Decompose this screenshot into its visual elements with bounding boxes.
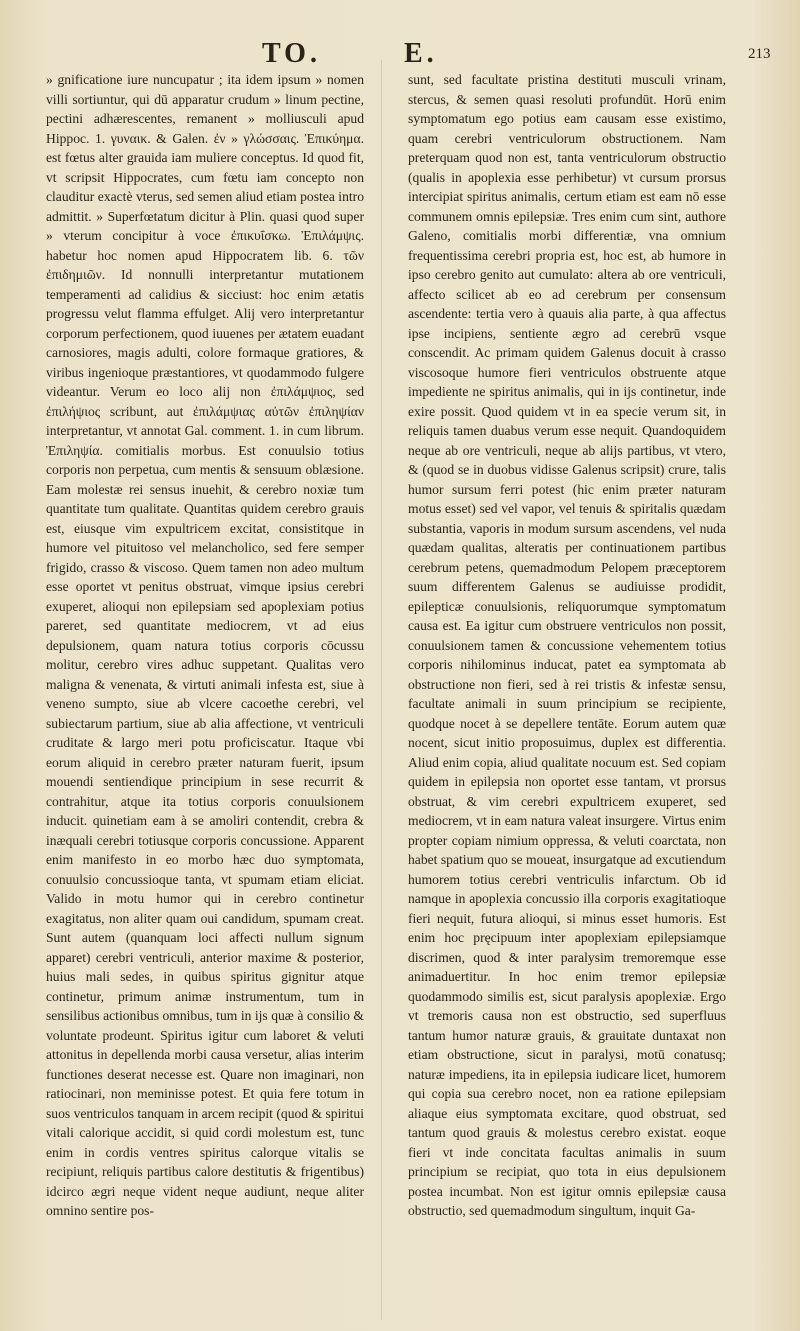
page-header — [0, 38, 800, 68]
running-head-right: E. — [404, 38, 438, 69]
right-column-text: sunt, sed facultate pristina destituti musculi vrinam, stercus, & semen quasi resoluti profundūt. Horū enim symptomatum ego potius eam causam esse existimo, quam cerebri ventriculorum obstructionem. Nam preterquam quod non est, tanta ventriculorum obstructio (qualis in apoplexia esse perhibetur) vt cursum prorsus intercipiat spiritus animalis, certum etiam est eam nō esse communem omnis epilepsiæ. Tres enim cum sint, authore Galeno, comitialis morbi differentiæ, vna omnium frequentissima cerebri propria est, hoc est, ab humore in ipso cerebro genito aut cumulato: altera ab ore ventriculi, affecto scilicet ab eo ad cerebrum per consensum ascendente: tertia vero à quauis alia parte, à qua affectus ipse incipiens, sentiente ægro ad cerebrū vsque conscendit. Ac primam quidem Galenus docuit à crasso viscosoque humore fieri ventriculos obstruente atque impediente ne spiritus animalis, qui in ijs continetur, inde exire possit. Quod quidem vt in ea specie verum sit, in reliquis tamen duabus verum esse nequit. Quandoquidem neque ab ore ventriculi, neque ab alijs partibus, vt vtero, & (quod se in duobus vidisse Galenus scripsit) crure, talis humor sursum ferri potest (hic enim præter naturam motus esset) sed vel vapor, vel tenuis & spiritalis quædam substantia, vaporis in modum sursum ascendens, vel nuda quædam qualitas, alteratis per continuationem partibus cerebrum petens, quemadmodum Pelopem præceptorem suum differentem Galenus se audiuisse prodidit, epilepticæ conuulsionis, reliquorumque symptomatum causa est. Ea igitur cum obstruere ventriculos non possit, conuulsionem tamen & concussione vehementem totius corporis nihilominus inducat, patet ea symptomata ab obstructione non fieri, sed à rei tristis & infestæ sensu, facultate animali in suum principium se recipiente, quodque nocet à se depellere tentāte. Eorum autem quæ nocent, sicut initio proposuimus, duplex est differentia. Aliud enim copia, aliud qualitate nocuum est. Sed copiam quidem in epilepsia non oportet esse tantam, vt prorsus obstruat, & vim cerebri expultricem exuperet, sed mediocrem, vt in eam natura valeat insurgere. Virtus enim propter copiam nimium oppressa, & veluti coarctata, non habet spatium quo se moueat, insurgatque ad excutiendum humorem totius cerebri ventriculis infarctum. Ob id namque in apoplexia concussio illa corporis exagitatioque fieri nequit, futura alioqui, si minus esset humoris. Est enim hoc pręcipuum inter apoplexiam epilepsiamque discrimen, quod & inter paralysim tremoremque esse animaduertitur. In hoc enim tremor epilepsiæ quodammodo similis est, sicut paralysis apoplexiæ. Ergo vt tremoris causa non est obstructio, sed superfluus tantum humor naturæ grauis, & grauitate duntaxat non etiam obstructione, sicut in paralysi, motū conatusq; naturæ impediens, ita in epilepsia iudicare licet, humorem qui copia sua cerebro nocet, non ea ratione epilepsiam aliaque eius symptomata excitare, quod obstruat, sed tantum quod grauis & molestus cerebro existat. eoque fieri vt inde concitata facultas animalis in suum principium se recipiat, quo tota in eius depulsionem postea incumbat. Non est igitur omnis epilepsiæ causa obstructio, sed quemadmodum singultum, inquit Ga- — [408, 72, 726, 1218]
left-column-text: » gnificatione iure nuncupatur ; ita idem ipsum » nomen villi sortiuntur, qui dū apparatur crudum » linum pectine, pectini adhærescentes, remanent » molliusculi apud Hippoc. 1. γυναικ. & Galen. ἐν » γλώσσαις. Ἐπικύημα. est fœtus alter grauida iam muliere conceptus. Id quod fit, vt scripsit Hippocrates, cum fœtu iam concepto non clauditur exactè vterus, sed semen aliud etiam postea intro admittit. » Superfœtatum dicitur à Plin. quasi quod super » vterum concipitur à voce ἐπικυΐσκω. Ἐπιλάμψις. habetur hoc nomen apud Hippocratem lib. 6. τῶν ἐπιδημιῶν. Id nonnulli interpretantur mutationem temperamenti ad calidius & sicciust: hoc enim ætatis progressu velut flamma effulget. Alij vero interpretantur corporum perfectionem, quod iuuenes per ætatem euadant carnosiores, magis adulti, colore formaque gratiores, & viribus ingenioque præstantiores, vt quodammodo fulgere videantur. Verum eo loco alij non ἐπιλάμψιος, sed ἐπιλήψιος scribunt, aut ἐπιλάμψιας αὐτῶν ἐπιληψίαν interpretantur, vt annotat Gal. comment. 1. in cum librum. Ἐπιληψία. comitialis morbus. Est conuulsio totius corporis non perpetua, cum mentis & sensuum oblæsione. Eam molestæ rei sensus inuehit, & cerebro noxiæ tum quantitate tum qualitate. Quantitas quidem cerebro grauis est, eiusque vim expultricem excitat, consistitque in humore vel pituitoso vel melancholico, sed fere semper frigido, crasso & viscoso. Quem tamen non adeo multum esse oportet vt penitus obstruat, vimque ipsius cerebri exuperet, alioqui non epilepsiam sed apoplexiam potius pareret, sed quantitate mediocrem, vt ad eius depulsionem, quam natura totius corporis cōcussu molitur, cerebro vires adhuc suppetant. Qualitas vero maligna & venenata, & virtuti animali infesta est, siue à veneno sumpto, siue ab vlcere cacoethe cerebri, vel subiectarum partium, siue ab alia affectione, vt ventriculi cruditate & largo meri potu proficiscatur. Itaque vbi eorum aliquid in cerebro præter naturam fuerit, ipsum mouendi sentiendique principium in sese recurrit & contrahitur, atque ita totius corporis conuulsionem inducit. quinetiam eam à se amoliri contendit, crebra & inæquali cerebri totiusque corporis concussione. Apparent enim manifesto in eo morbo hæc duo symptomata, conuulsio concussioque tanta, vt spumam etiam eliciat. Valido in motu humor qui in cerebro continetur exagitatus, non aliter quam oui candidum, spumam creat. Sunt autem (quanquam loci affecti nullum signum apparet) cerebri ventriculi, anterior maxime & posterior, huius mali sedes, in quibus spiritus gignitur atque continetur, primum animæ instrumentum, tum in sensilibus actionibus omnibus, tum in ijs quæ à consilio & voluntate prodeunt. Spiritus igitur cum laboret & veluti attonitus in depellenda morbi causa versetur, alias interim functiones deserat necesse est. Quare non imaginari, non ratiocinari, non meminisse potest. Et quia fere totum in suos ventriculos tanquam in arcem recipit (quod & spiritui vitali calorique accidit, si quid cordi molestum est, tunc enim in cordis ventres spiritus calorque vitalis se recipiunt, reliquis partibus calore destitutis & frigentibus) idcirco ægri neque vident neque audiunt, neque aliter omnino sentire pos- — [46, 72, 364, 1218]
left-column — [46, 70, 364, 1310]
page-number: 213 — [748, 46, 771, 62]
running-head-left: TO. — [262, 38, 321, 69]
right-column — [408, 70, 726, 1310]
column-gutter — [381, 60, 382, 1320]
